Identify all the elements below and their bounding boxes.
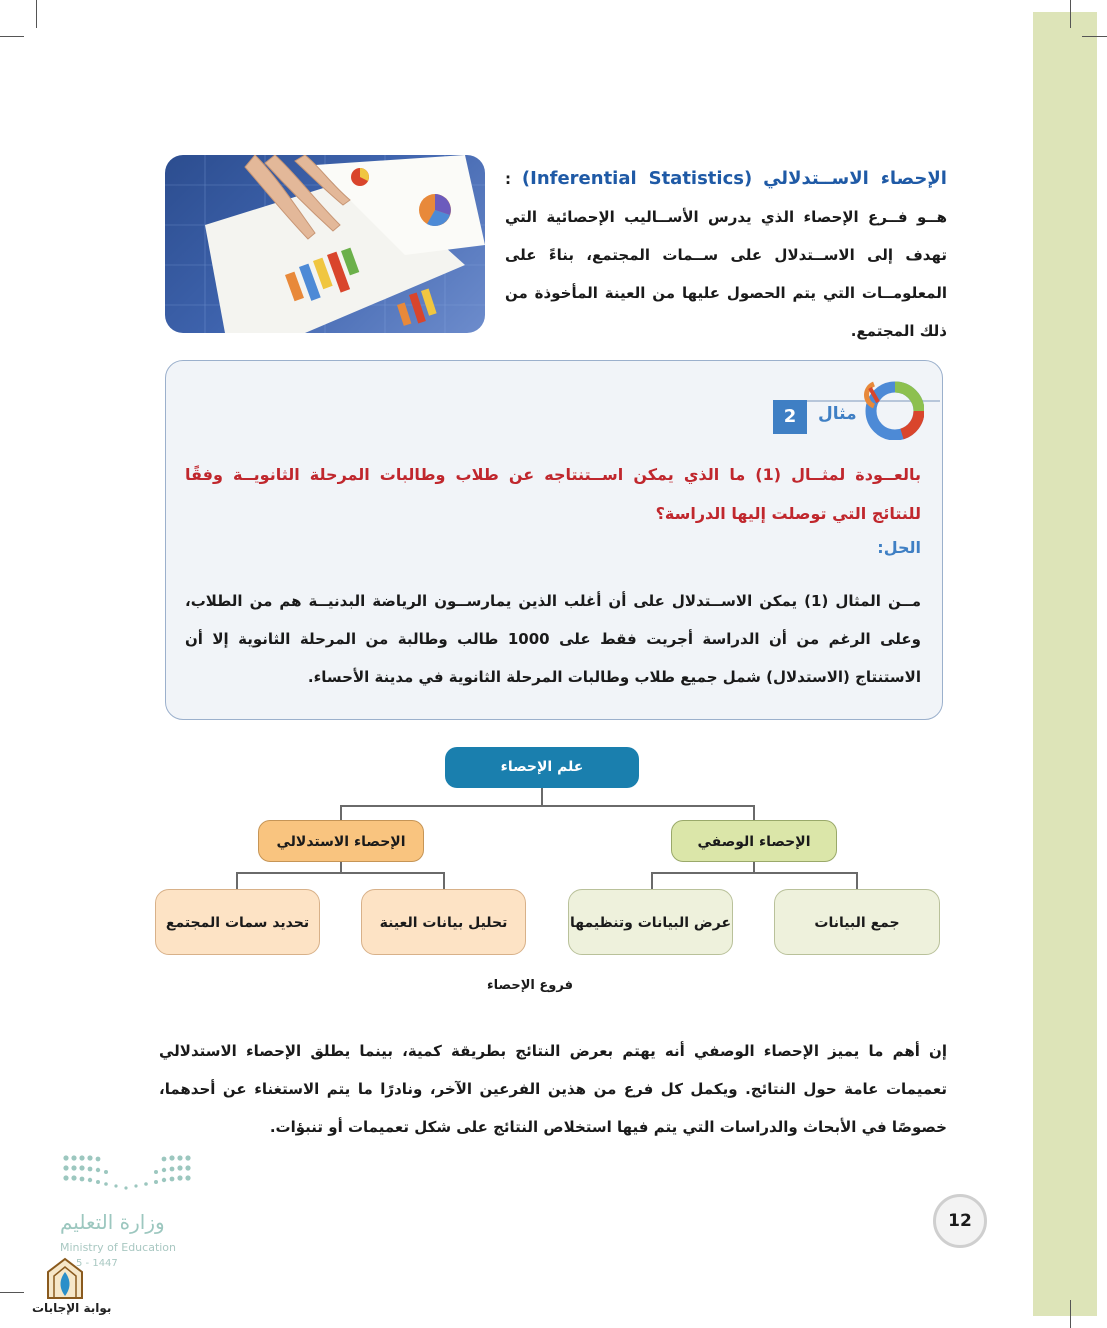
- diagram-node-descriptive: الإحصاء الوصفي: [671, 820, 837, 862]
- connector: [541, 788, 543, 806]
- side-strip: [1033, 12, 1097, 1316]
- connector: [753, 805, 755, 820]
- ministry-name-en: Ministry of Education: [60, 1241, 177, 1254]
- ministry-year: 5 - 1447: [76, 1258, 118, 1269]
- diagram-leaf-sample-analysis: تحليل بيانات العينة: [361, 889, 526, 955]
- intro-paragraph: [505, 160, 947, 350]
- diagram-root-statistics: علم الإحصاء: [445, 747, 639, 788]
- diagram-caption: فروع الإحصاء: [487, 978, 573, 993]
- crop-mark: [1070, 1300, 1071, 1328]
- term-heading-en: (Inferential Statistics): [521, 168, 753, 189]
- term-heading-suffix: : هــو: [505, 170, 947, 226]
- target-chart-icon: [862, 378, 924, 444]
- crop-mark: [36, 0, 37, 28]
- portal-name: بوابة الإجابات: [32, 1301, 112, 1315]
- example-question: بالعــودة لمثــال (1) ما الذي يمكن اســتنتاجه عن طلاب وطالبات المرحلة الثانويــة وفقًا للنتائج التي توصلت إليها الدراسة؟: [185, 465, 921, 523]
- crop-mark: [1070, 0, 1071, 28]
- page-number: 12: [933, 1194, 987, 1248]
- diagram-node-inferential: الإحصاء الاستدلالي: [258, 820, 424, 862]
- connector: [340, 805, 754, 807]
- connector: [236, 872, 238, 889]
- example-number: 2: [773, 400, 807, 434]
- connector: [443, 872, 445, 889]
- connector: [651, 872, 857, 874]
- ministry-name-ar: وزارة التعليم: [60, 1210, 165, 1234]
- diagram-leaf-population-traits: تحديد سمات المجتمع: [155, 889, 320, 955]
- connector: [856, 872, 858, 889]
- crop-mark: [1082, 36, 1107, 37]
- example-answer: مــن المثال (1) يمكن الاســتدلال على أن أغلب الذين يمارســون الرياضة البدنيــة هم من الطلاب، وعلى الرغم من أن الدراسة أجريت فقط على 1000 طالب وطالبة من المرحلة الثانوية إلا أن الاستنتاج (الاستدلال) شمل جميع طلاب وطالبات المرحلة الثانوية في مدينة الأحساء.: [185, 592, 921, 686]
- diagram-leaf-data-collection: جمع البيانات: [774, 889, 940, 955]
- portal-logo-icon: [44, 1256, 86, 1304]
- connector: [236, 872, 444, 874]
- closing-paragraph: إن أهم ما يميز الإحصاء الوصفي أنه يهتم بعرض النتائج بطريقة كمية، بينما يطلق الإحصاء الاستدلالي تعميمات عامة حول النتائج. ويكمل كل فرع من هذين الفرعين الآخر، ونادرًا ما يتم الاستغناء عن أحدهما، خصوصًا في الأبحاث والدراسات التي يتم فيها استخلاص النتائج على شكل تعميمات أو تنبؤات.: [159, 1042, 947, 1136]
- diagram-leaf-data-display: عرض البيانات وتنظيمها: [568, 889, 733, 955]
- connector: [340, 805, 342, 820]
- intro-body: فــرع الإحصاء الذي يدرس الأســاليب الإحصائية التي تهدف إلى الاســتدلال على ســمات المجتمع، بناءً على المعلومــات التي يتم الحصول عليها من العينة المأخوذة من ذلك المجتمع.: [505, 208, 947, 340]
- ministry-dots-logo: [60, 1150, 210, 1202]
- solution-label: الحل:: [877, 538, 921, 557]
- hero-image: [165, 155, 485, 333]
- example-label: مثال: [818, 404, 857, 424]
- crop-mark: [0, 1292, 24, 1293]
- crop-mark: [0, 36, 24, 37]
- term-heading-ar: الإحصاء الاســتدلالي: [763, 168, 947, 189]
- connector: [651, 872, 653, 889]
